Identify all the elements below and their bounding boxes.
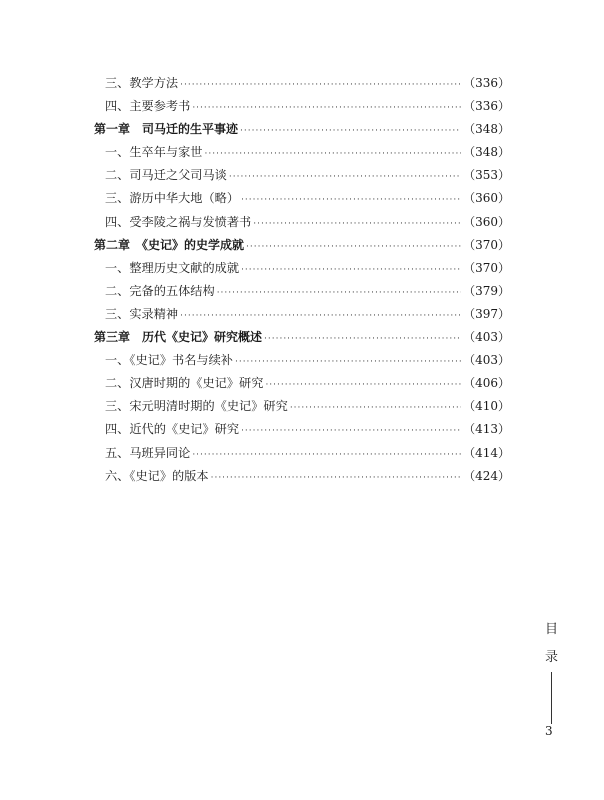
toc-entry-label: 六、《史记》的版本 (105, 468, 209, 483)
toc-entry-page: （406） (463, 376, 510, 391)
toc-section-entry (94, 211, 510, 234)
toc-section-entry (94, 141, 510, 164)
toc-entry-page: （360） (463, 191, 510, 206)
toc-entry-label: 第二章 《史记》的史学成就 (94, 237, 245, 252)
toc-entry-page: （336） (463, 76, 510, 90)
toc-dot-leader (264, 328, 461, 351)
toc-dot-leader (205, 143, 462, 166)
toc-section-entry (94, 72, 510, 95)
toc-chapter-entry (94, 118, 510, 141)
toc-entry-label: 第一章 司马迁的生平事迹 (94, 122, 239, 137)
toc-dot-leader (241, 189, 461, 212)
toc-section-entry (94, 280, 510, 303)
toc-entry-label: 四、近代的《史记》研究 (105, 422, 240, 437)
table-of-contents (94, 72, 510, 488)
toc-dot-leader (229, 166, 461, 189)
toc-entry-page: （353） (463, 168, 510, 183)
toc-entry-label: 三、游历中华大地（略） (105, 191, 240, 206)
toc-entry-label: 二、完备的五体结构 (105, 283, 215, 298)
toc-chapter-entry (94, 234, 510, 257)
toc-entry-label: 一、生卒年与家世 (105, 145, 203, 160)
toc-section-entry (94, 187, 510, 210)
toc-entry-label: 一、《史记》书名与续补 (105, 353, 233, 368)
toc-dot-leader (235, 351, 461, 374)
toc-entry-page: （370） (463, 237, 510, 252)
toc-entry-label: 二、汉唐时期的《史记》研究 (105, 376, 264, 391)
toc-dot-leader (192, 444, 461, 467)
toc-section-entry (94, 442, 510, 465)
toc-section-entry (94, 418, 510, 441)
toc-entry-page: （424） (463, 468, 510, 483)
margin-rule (551, 672, 552, 724)
toc-section-entry (94, 465, 510, 488)
toc-entry-page: （348） (463, 122, 510, 137)
toc-entry-page: （403） (463, 330, 510, 345)
toc-dot-leader (217, 282, 461, 305)
margin-title-char-2: 录 (545, 650, 559, 665)
toc-entry-page: （410） (463, 399, 510, 414)
toc-entry-label: 三、实录精神 (105, 306, 179, 321)
toc-entry-label: 第三章 历代《史记》研究概述 (94, 330, 263, 345)
toc-section-entry (94, 95, 510, 118)
toc-dot-leader (180, 305, 461, 328)
toc-section-entry (94, 372, 510, 395)
toc-section-entry (94, 349, 510, 372)
toc-entry-page: （360） (463, 214, 510, 229)
toc-section-entry (94, 164, 510, 187)
toc-dot-leader (241, 420, 461, 443)
toc-section-entry (94, 257, 510, 280)
toc-entry-page: （379） (463, 283, 510, 298)
toc-entry-page: （414） (463, 445, 510, 460)
toc-entry-page: （397） (463, 306, 510, 321)
toc-dot-leader (211, 467, 462, 490)
toc-entry-label: 一、整理历史文献的成就 (105, 260, 240, 275)
toc-entry-label: 五、马班异同论 (105, 445, 191, 460)
toc-entry-page: （413） (463, 422, 510, 437)
toc-entry-label: 三、宋元明清时期的《史记》研究 (105, 399, 288, 414)
toc-dot-leader (241, 259, 461, 282)
toc-entry-page: （370） (463, 260, 510, 275)
toc-dot-leader (246, 236, 461, 259)
toc-entry-page: （403） (463, 353, 510, 368)
page-number: 3 (545, 724, 553, 738)
toc-chapter-entry (94, 326, 510, 349)
margin-title-char-1: 目 (545, 622, 559, 637)
toc-dot-leader (240, 120, 461, 143)
toc-section-entry (94, 395, 510, 418)
toc-dot-leader (192, 97, 461, 120)
toc-section-entry (94, 303, 510, 326)
toc-entry-page: （336） (463, 99, 510, 114)
toc-dot-leader (253, 213, 461, 236)
toc-dot-leader (265, 374, 461, 397)
toc-entry-label: 四、受李陵之祸与发愤著书 (105, 214, 252, 229)
toc-entry-label: 三、教学方法 (105, 76, 179, 90)
toc-entry-page: （348） (463, 145, 510, 160)
toc-dot-leader (180, 74, 461, 97)
toc-entry-label: 四、主要参考书 (105, 99, 191, 114)
toc-entry-label: 二、司马迁之父司马谈 (105, 168, 227, 183)
toc-dot-leader (290, 397, 461, 420)
